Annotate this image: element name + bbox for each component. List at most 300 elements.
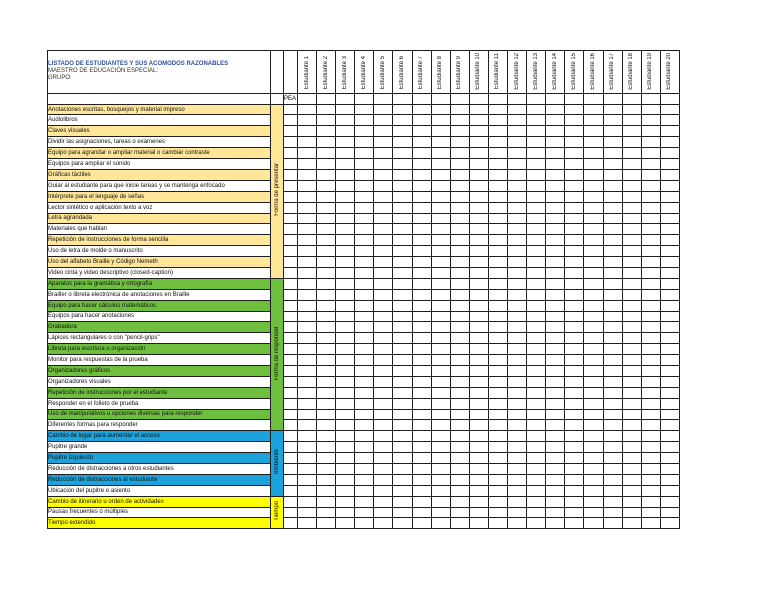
student-check-cell[interactable]: [508, 376, 527, 387]
student-check-cell[interactable]: [393, 442, 412, 453]
student-check-cell[interactable]: [622, 180, 641, 191]
student-check-cell[interactable]: [317, 453, 336, 464]
student-check-cell[interactable]: [660, 409, 679, 420]
student-check-cell[interactable]: [527, 104, 546, 115]
student-check-cell[interactable]: [336, 235, 355, 246]
student-check-cell[interactable]: [660, 463, 679, 474]
student-check-cell[interactable]: [622, 115, 641, 126]
student-check-cell[interactable]: [298, 137, 317, 148]
student-check-cell[interactable]: [565, 159, 584, 170]
student-check-cell[interactable]: [431, 159, 450, 170]
student-check-cell[interactable]: [603, 311, 622, 322]
student-check-cell[interactable]: [336, 485, 355, 496]
student-check-cell[interactable]: [584, 344, 603, 355]
student-check-cell[interactable]: [603, 104, 622, 115]
student-check-cell[interactable]: [508, 300, 527, 311]
student-check-cell[interactable]: [317, 398, 336, 409]
student-check-cell[interactable]: [546, 355, 565, 366]
student-check-cell[interactable]: [488, 376, 507, 387]
student-check-cell[interactable]: [412, 442, 431, 453]
pea-cell[interactable]: [284, 180, 298, 191]
student-check-cell[interactable]: [450, 115, 469, 126]
student-check-cell[interactable]: [431, 278, 450, 289]
student-check-cell[interactable]: [355, 376, 374, 387]
student-check-cell[interactable]: [336, 518, 355, 529]
student-check-cell[interactable]: [565, 224, 584, 235]
student-check-cell[interactable]: [469, 213, 488, 224]
student-check-cell[interactable]: [546, 322, 565, 333]
student-check-cell[interactable]: [355, 159, 374, 170]
student-check-cell[interactable]: [374, 300, 393, 311]
student-check-cell[interactable]: [603, 463, 622, 474]
student-check-cell[interactable]: [298, 387, 317, 398]
student-check-cell[interactable]: [584, 115, 603, 126]
student-check-cell[interactable]: [393, 278, 412, 289]
student-check-cell[interactable]: [660, 115, 679, 126]
student-check-cell[interactable]: [660, 104, 679, 115]
student-check-cell[interactable]: [336, 507, 355, 518]
student-check-cell[interactable]: [584, 311, 603, 322]
student-check-cell[interactable]: [565, 235, 584, 246]
student-check-cell[interactable]: [412, 257, 431, 268]
student-check-cell[interactable]: [660, 148, 679, 159]
student-check-cell[interactable]: [317, 180, 336, 191]
student-check-cell[interactable]: [374, 355, 393, 366]
student-check-cell[interactable]: [565, 387, 584, 398]
student-check-cell[interactable]: [374, 213, 393, 224]
student-check-cell[interactable]: [584, 322, 603, 333]
student-check-cell[interactable]: [508, 126, 527, 137]
student-check-cell[interactable]: [508, 311, 527, 322]
student-check-cell[interactable]: [660, 376, 679, 387]
student-check-cell[interactable]: [355, 333, 374, 344]
student-check-cell[interactable]: [298, 355, 317, 366]
student-check-cell[interactable]: [546, 202, 565, 213]
student-check-cell[interactable]: [641, 137, 660, 148]
student-check-cell[interactable]: [584, 496, 603, 507]
student-check-cell[interactable]: [527, 213, 546, 224]
student-check-cell[interactable]: [374, 420, 393, 431]
student-check-cell[interactable]: [412, 420, 431, 431]
student-check-cell[interactable]: [584, 191, 603, 202]
student-check-cell[interactable]: [374, 115, 393, 126]
student-check-cell[interactable]: [450, 257, 469, 268]
student-check-cell[interactable]: [317, 148, 336, 159]
student-check-cell[interactable]: [431, 257, 450, 268]
student-check-cell[interactable]: [431, 387, 450, 398]
pea-cell[interactable]: [284, 387, 298, 398]
student-check-cell[interactable]: [298, 442, 317, 453]
student-check-cell[interactable]: [603, 278, 622, 289]
student-check-cell[interactable]: [603, 257, 622, 268]
student-check-cell[interactable]: [565, 442, 584, 453]
student-check-cell[interactable]: [336, 289, 355, 300]
student-check-cell[interactable]: [527, 289, 546, 300]
student-check-cell[interactable]: [450, 169, 469, 180]
student-check-cell[interactable]: [393, 289, 412, 300]
student-check-cell[interactable]: [412, 289, 431, 300]
student-check-cell[interactable]: [527, 398, 546, 409]
student-check-cell[interactable]: [374, 485, 393, 496]
student-check-cell[interactable]: [622, 213, 641, 224]
student-check-cell[interactable]: [584, 169, 603, 180]
student-check-cell[interactable]: [469, 137, 488, 148]
student-check-cell[interactable]: [393, 507, 412, 518]
student-check-cell[interactable]: [527, 474, 546, 485]
student-check-cell[interactable]: [527, 169, 546, 180]
student-check-cell[interactable]: [641, 518, 660, 529]
student-check-cell[interactable]: [660, 431, 679, 442]
student-check-cell[interactable]: [546, 104, 565, 115]
student-check-cell[interactable]: [622, 267, 641, 278]
student-check-cell[interactable]: [412, 278, 431, 289]
student-check-cell[interactable]: [374, 453, 393, 464]
student-check-cell[interactable]: [622, 518, 641, 529]
student-check-cell[interactable]: [527, 159, 546, 170]
student-check-cell[interactable]: [317, 104, 336, 115]
student-check-cell[interactable]: [431, 235, 450, 246]
student-check-cell[interactable]: [469, 278, 488, 289]
student-check-cell[interactable]: [546, 257, 565, 268]
student-check-cell[interactable]: [298, 333, 317, 344]
student-check-cell[interactable]: [469, 333, 488, 344]
student-check-cell[interactable]: [450, 485, 469, 496]
student-check-cell[interactable]: [450, 518, 469, 529]
student-check-cell[interactable]: [336, 311, 355, 322]
student-check-cell[interactable]: [603, 115, 622, 126]
student-check-cell[interactable]: [603, 159, 622, 170]
student-check-cell[interactable]: [488, 115, 507, 126]
pea-cell[interactable]: [284, 137, 298, 148]
pea-cell[interactable]: [284, 169, 298, 180]
student-check-cell[interactable]: [660, 257, 679, 268]
pea-cell[interactable]: [284, 431, 298, 442]
student-check-cell[interactable]: [393, 463, 412, 474]
student-check-cell[interactable]: [565, 300, 584, 311]
student-check-cell[interactable]: [469, 289, 488, 300]
student-check-cell[interactable]: [336, 333, 355, 344]
pea-cell[interactable]: [317, 93, 336, 104]
student-check-cell[interactable]: [546, 115, 565, 126]
student-check-cell[interactable]: [298, 278, 317, 289]
student-check-cell[interactable]: [298, 398, 317, 409]
student-check-cell[interactable]: [431, 246, 450, 257]
student-check-cell[interactable]: [317, 235, 336, 246]
student-check-cell[interactable]: [508, 420, 527, 431]
student-check-cell[interactable]: [450, 311, 469, 322]
student-check-cell[interactable]: [431, 267, 450, 278]
pea-cell[interactable]: [284, 453, 298, 464]
student-check-cell[interactable]: [546, 453, 565, 464]
student-check-cell[interactable]: [603, 137, 622, 148]
student-check-cell[interactable]: [431, 376, 450, 387]
student-check-cell[interactable]: [412, 169, 431, 180]
student-check-cell[interactable]: [450, 409, 469, 420]
student-check-cell[interactable]: [317, 355, 336, 366]
student-check-cell[interactable]: [336, 387, 355, 398]
student-check-cell[interactable]: [584, 474, 603, 485]
student-check-cell[interactable]: [660, 333, 679, 344]
student-check-cell[interactable]: [565, 322, 584, 333]
student-check-cell[interactable]: [317, 463, 336, 474]
student-check-cell[interactable]: [317, 485, 336, 496]
student-check-cell[interactable]: [565, 126, 584, 137]
student-check-cell[interactable]: [527, 180, 546, 191]
student-check-cell[interactable]: [355, 355, 374, 366]
pea-cell[interactable]: [284, 191, 298, 202]
student-check-cell[interactable]: [450, 224, 469, 235]
student-check-cell[interactable]: [431, 365, 450, 376]
student-check-cell[interactable]: [660, 387, 679, 398]
student-check-cell[interactable]: [298, 409, 317, 420]
student-check-cell[interactable]: [488, 496, 507, 507]
student-check-cell[interactable]: [431, 169, 450, 180]
student-check-cell[interactable]: [355, 322, 374, 333]
student-check-cell[interactable]: [546, 169, 565, 180]
student-check-cell[interactable]: [317, 257, 336, 268]
pea-cell[interactable]: [469, 93, 488, 104]
student-check-cell[interactable]: [355, 507, 374, 518]
student-check-cell[interactable]: [393, 485, 412, 496]
student-check-cell[interactable]: [546, 235, 565, 246]
student-check-cell[interactable]: [584, 453, 603, 464]
student-check-cell[interactable]: [393, 202, 412, 213]
student-check-cell[interactable]: [450, 420, 469, 431]
pea-cell[interactable]: [660, 93, 679, 104]
student-check-cell[interactable]: [355, 420, 374, 431]
student-check-cell[interactable]: [565, 496, 584, 507]
student-check-cell[interactable]: [374, 148, 393, 159]
student-check-cell[interactable]: [603, 376, 622, 387]
student-check-cell[interactable]: [508, 485, 527, 496]
student-check-cell[interactable]: [603, 420, 622, 431]
student-check-cell[interactable]: [412, 224, 431, 235]
student-check-cell[interactable]: [508, 463, 527, 474]
student-check-cell[interactable]: [527, 355, 546, 366]
student-check-cell[interactable]: [374, 257, 393, 268]
student-check-cell[interactable]: [469, 387, 488, 398]
student-check-cell[interactable]: [317, 333, 336, 344]
student-check-cell[interactable]: [431, 224, 450, 235]
student-check-cell[interactable]: [660, 322, 679, 333]
pea-cell[interactable]: [284, 235, 298, 246]
student-check-cell[interactable]: [469, 442, 488, 453]
student-check-cell[interactable]: [317, 202, 336, 213]
pea-cell[interactable]: [284, 409, 298, 420]
student-check-cell[interactable]: [641, 159, 660, 170]
student-check-cell[interactable]: [317, 126, 336, 137]
student-check-cell[interactable]: [374, 289, 393, 300]
pea-cell[interactable]: [284, 507, 298, 518]
student-check-cell[interactable]: [317, 322, 336, 333]
student-check-cell[interactable]: [450, 246, 469, 257]
student-check-cell[interactable]: [298, 365, 317, 376]
student-check-cell[interactable]: [412, 474, 431, 485]
student-check-cell[interactable]: [565, 420, 584, 431]
student-check-cell[interactable]: [622, 496, 641, 507]
pea-cell[interactable]: [565, 93, 584, 104]
student-check-cell[interactable]: [431, 355, 450, 366]
student-check-cell[interactable]: [660, 453, 679, 464]
student-check-cell[interactable]: [374, 387, 393, 398]
student-check-cell[interactable]: [565, 398, 584, 409]
student-check-cell[interactable]: [641, 344, 660, 355]
student-check-cell[interactable]: [450, 376, 469, 387]
student-check-cell[interactable]: [565, 376, 584, 387]
student-check-cell[interactable]: [641, 169, 660, 180]
student-check-cell[interactable]: [336, 159, 355, 170]
student-check-cell[interactable]: [336, 420, 355, 431]
student-check-cell[interactable]: [488, 420, 507, 431]
student-check-cell[interactable]: [355, 453, 374, 464]
student-check-cell[interactable]: [584, 180, 603, 191]
student-check-cell[interactable]: [527, 387, 546, 398]
student-check-cell[interactable]: [431, 420, 450, 431]
student-check-cell[interactable]: [450, 474, 469, 485]
student-check-cell[interactable]: [469, 148, 488, 159]
student-check-cell[interactable]: [565, 507, 584, 518]
student-check-cell[interactable]: [603, 485, 622, 496]
student-check-cell[interactable]: [508, 409, 527, 420]
student-check-cell[interactable]: [374, 376, 393, 387]
student-check-cell[interactable]: [469, 518, 488, 529]
student-check-cell[interactable]: [355, 180, 374, 191]
pea-cell[interactable]: [284, 376, 298, 387]
student-check-cell[interactable]: [355, 235, 374, 246]
student-check-cell[interactable]: [488, 159, 507, 170]
student-check-cell[interactable]: [508, 355, 527, 366]
student-check-cell[interactable]: [298, 257, 317, 268]
student-check-cell[interactable]: [393, 387, 412, 398]
student-check-cell[interactable]: [317, 496, 336, 507]
student-check-cell[interactable]: [469, 507, 488, 518]
student-check-cell[interactable]: [584, 278, 603, 289]
student-check-cell[interactable]: [622, 159, 641, 170]
student-check-cell[interactable]: [412, 485, 431, 496]
student-check-cell[interactable]: [603, 474, 622, 485]
student-check-cell[interactable]: [412, 496, 431, 507]
student-check-cell[interactable]: [355, 278, 374, 289]
student-check-cell[interactable]: [431, 442, 450, 453]
student-check-cell[interactable]: [546, 137, 565, 148]
pea-cell[interactable]: [393, 93, 412, 104]
student-check-cell[interactable]: [508, 278, 527, 289]
student-check-cell[interactable]: [393, 159, 412, 170]
student-check-cell[interactable]: [546, 148, 565, 159]
student-check-cell[interactable]: [508, 246, 527, 257]
student-check-cell[interactable]: [450, 137, 469, 148]
student-check-cell[interactable]: [527, 246, 546, 257]
student-check-cell[interactable]: [374, 126, 393, 137]
student-check-cell[interactable]: [508, 387, 527, 398]
student-check-cell[interactable]: [546, 246, 565, 257]
student-check-cell[interactable]: [469, 431, 488, 442]
student-check-cell[interactable]: [565, 148, 584, 159]
student-check-cell[interactable]: [488, 409, 507, 420]
student-check-cell[interactable]: [488, 333, 507, 344]
student-check-cell[interactable]: [508, 115, 527, 126]
student-check-cell[interactable]: [603, 322, 622, 333]
student-check-cell[interactable]: [317, 431, 336, 442]
student-check-cell[interactable]: [298, 420, 317, 431]
pea-cell[interactable]: [284, 159, 298, 170]
student-check-cell[interactable]: [565, 257, 584, 268]
student-check-cell[interactable]: [336, 148, 355, 159]
student-check-cell[interactable]: [546, 431, 565, 442]
student-check-cell[interactable]: [450, 507, 469, 518]
student-check-cell[interactable]: [584, 126, 603, 137]
student-check-cell[interactable]: [412, 300, 431, 311]
student-check-cell[interactable]: [565, 289, 584, 300]
student-check-cell[interactable]: [450, 387, 469, 398]
pea-cell[interactable]: [284, 278, 298, 289]
student-check-cell[interactable]: [565, 115, 584, 126]
student-check-cell[interactable]: [298, 518, 317, 529]
student-check-cell[interactable]: [298, 159, 317, 170]
student-check-cell[interactable]: [488, 300, 507, 311]
student-check-cell[interactable]: [469, 474, 488, 485]
student-check-cell[interactable]: [393, 453, 412, 464]
student-check-cell[interactable]: [469, 344, 488, 355]
student-check-cell[interactable]: [469, 202, 488, 213]
student-check-cell[interactable]: [355, 518, 374, 529]
pea-cell[interactable]: [284, 463, 298, 474]
pea-cell[interactable]: [355, 93, 374, 104]
student-check-cell[interactable]: [374, 409, 393, 420]
student-check-cell[interactable]: [412, 431, 431, 442]
student-check-cell[interactable]: [450, 213, 469, 224]
student-check-cell[interactable]: [298, 507, 317, 518]
student-check-cell[interactable]: [603, 169, 622, 180]
student-check-cell[interactable]: [584, 485, 603, 496]
student-check-cell[interactable]: [412, 180, 431, 191]
student-check-cell[interactable]: [298, 431, 317, 442]
student-check-cell[interactable]: [412, 365, 431, 376]
pea-cell[interactable]: [284, 365, 298, 376]
student-check-cell[interactable]: [488, 289, 507, 300]
student-check-cell[interactable]: [431, 344, 450, 355]
student-check-cell[interactable]: [641, 507, 660, 518]
student-check-cell[interactable]: [374, 202, 393, 213]
student-check-cell[interactable]: [527, 126, 546, 137]
student-check-cell[interactable]: [603, 507, 622, 518]
student-check-cell[interactable]: [469, 453, 488, 464]
student-check-cell[interactable]: [641, 300, 660, 311]
student-check-cell[interactable]: [469, 485, 488, 496]
student-check-cell[interactable]: [546, 213, 565, 224]
student-check-cell[interactable]: [527, 496, 546, 507]
student-check-cell[interactable]: [450, 235, 469, 246]
student-check-cell[interactable]: [469, 235, 488, 246]
student-check-cell[interactable]: [450, 267, 469, 278]
student-check-cell[interactable]: [603, 213, 622, 224]
student-check-cell[interactable]: [393, 376, 412, 387]
student-check-cell[interactable]: [431, 496, 450, 507]
student-check-cell[interactable]: [565, 518, 584, 529]
student-check-cell[interactable]: [374, 518, 393, 529]
student-check-cell[interactable]: [527, 463, 546, 474]
student-check-cell[interactable]: [469, 365, 488, 376]
student-check-cell[interactable]: [641, 104, 660, 115]
student-check-cell[interactable]: [374, 398, 393, 409]
student-check-cell[interactable]: [374, 246, 393, 257]
student-check-cell[interactable]: [660, 344, 679, 355]
pea-cell[interactable]: [431, 93, 450, 104]
student-check-cell[interactable]: [412, 213, 431, 224]
pea-cell[interactable]: [284, 257, 298, 268]
student-check-cell[interactable]: [565, 104, 584, 115]
student-check-cell[interactable]: [546, 224, 565, 235]
